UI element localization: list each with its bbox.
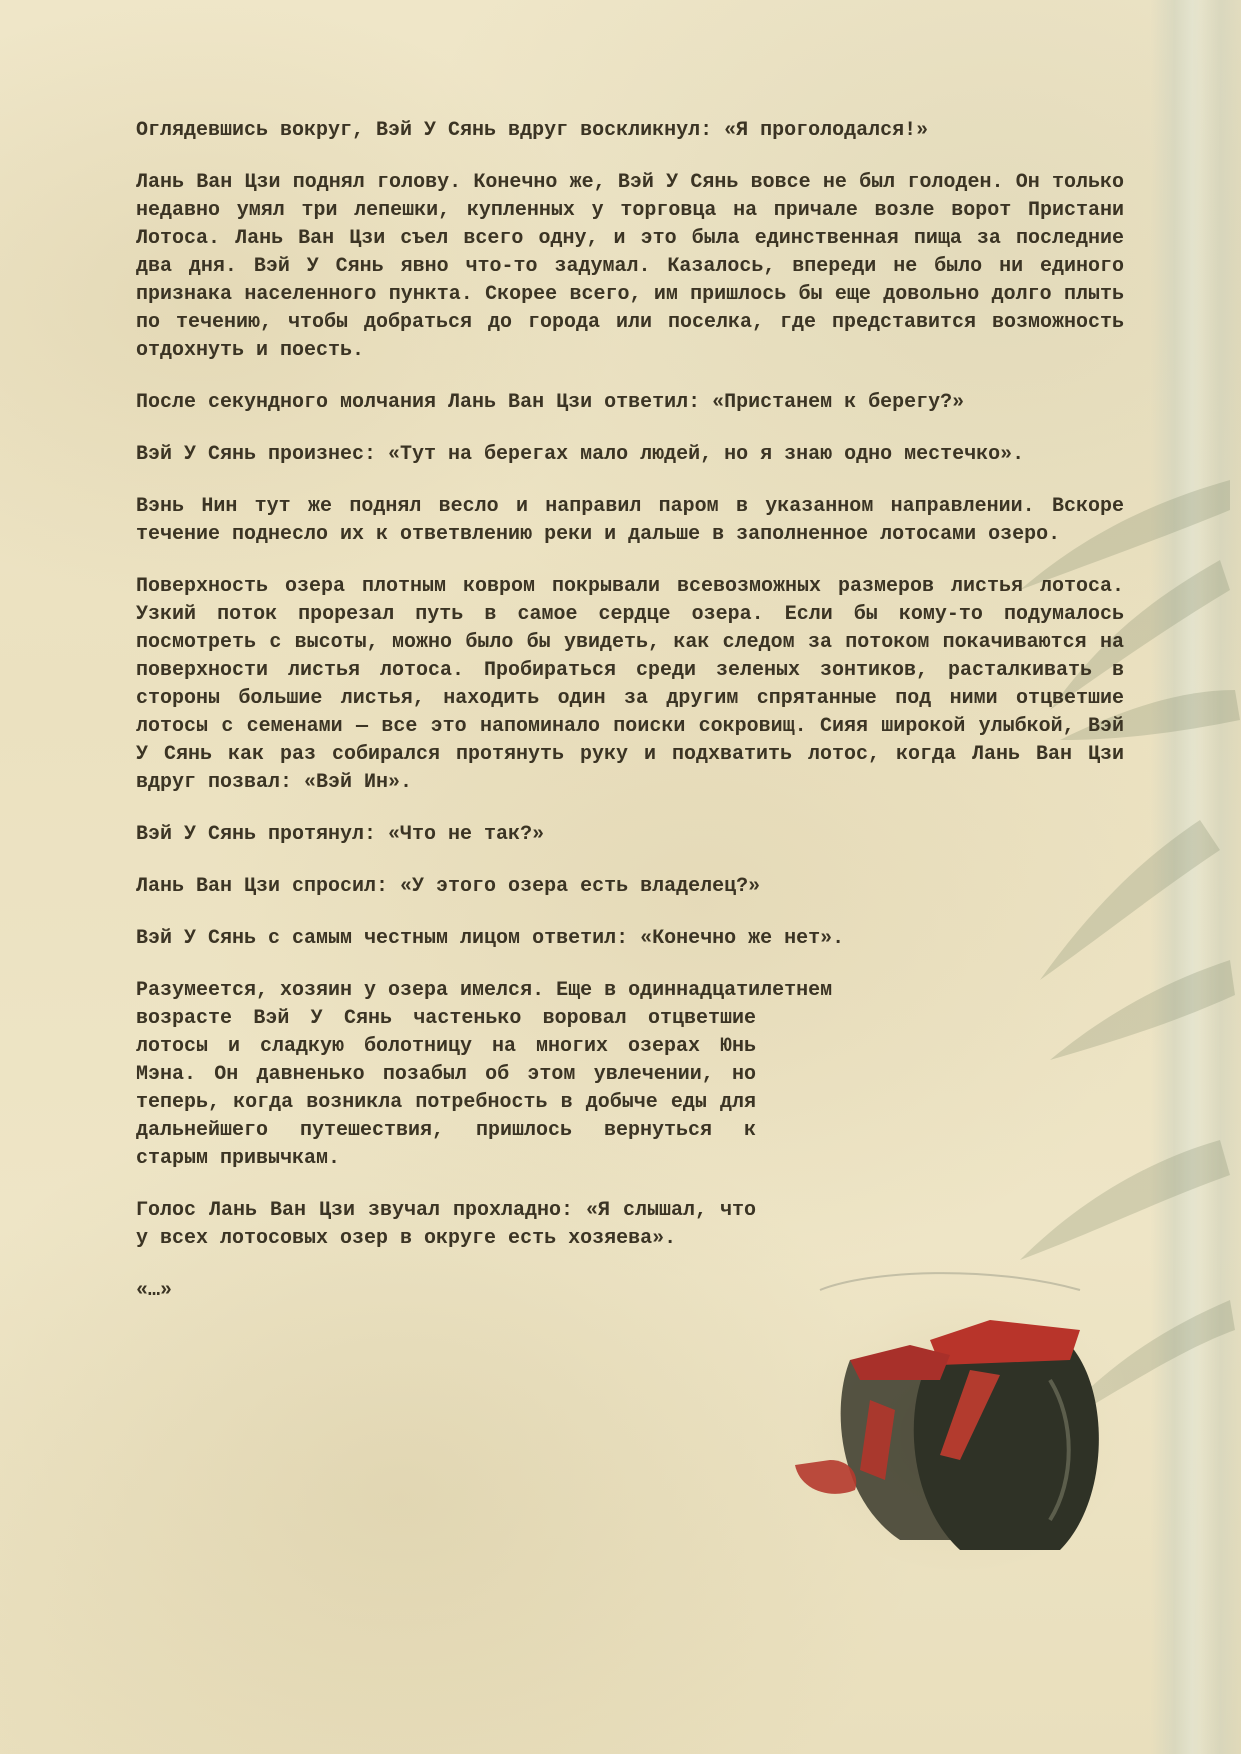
paragraph-continuation: возрасте Вэй У Сянь частенько воровал отцветшие лотосы и сладкую болотницу на многих озерах Юнь Мэна. Он давненько позабыл об этом увлечении, но теперь, когда возникла потребность в добыче еды для дальнейшего путешествия, пришлось вернуться к старым привычкам. <box>136 1007 756 1170</box>
paragraph: «…» <box>136 1279 173 1302</box>
story-text <box>136 117 1124 1329</box>
paragraph: Вэй У Сянь с самым честным лицом ответил: «Конечно же нет». <box>136 927 845 950</box>
paragraph: Лань Ван Цзи поднял голову. Конечно же, Вэй У Сянь вовсе не был голоден. Он только недавно умял три лепешки, купленных у торговца на причале возле ворот Пристани Лотоса. Лань Ван Цзи съел всего одну, и это была единственная пища за последние два дня. Вэй У Сянь явно что-то задумал. Казалось, впереди не было ни единого признака населенного пункта. Скорее всего, им пришлось бы еще довольно долго плыть по течению, чтобы добраться до города или поселка, где представится возможность отдохнуть и поесть. <box>136 171 1124 362</box>
paragraph: Вэнь Нин тут же поднял весло и направил паром в указанном направлении. Вскоре течение поднесло их к ответвлению реки и дальше в заполненное лотосами озеро. <box>136 495 1124 546</box>
wine-jar-illustration <box>790 1250 1130 1570</box>
paragraph: После секундного молчания Лань Ван Цзи ответил: «Пристанем к берегу?» <box>136 391 965 414</box>
paragraph: Оглядевшись вокруг, Вэй У Сянь вдруг воскликнул: «Я проголодался!» <box>136 119 929 142</box>
paragraph: Поверхность озера плотным ковром покрывали всевозможных размеров листья лотоса. Узкий поток прорезал путь в самое сердце озера. Если бы кому-то подумалось посмотреть с высоты, можно было бы увидеть, как следом за потоком покачиваются на поверхности листья лотоса. Пробираться среди зеленых зонтиков, расталкивать в стороны большие листья, находить один за другим спрятанные под ними отцветшие лотосы с семенами — все это напоминало поиски сокровищ. Сияя широкой улыбкой, Вэй У Сянь как раз собирался протянуть руку и подхватить лотос, когда Лань Ван Цзи вдруг позвал: «Вэй Ин». <box>136 575 1124 794</box>
paragraph: Вэй У Сянь протянул: «Что не так?» <box>136 823 545 846</box>
paragraph: Голос Лань Ван Цзи звучал прохладно: «Я слышал, что у всех лотосовых озер в округе есть хозяева». <box>136 1199 756 1250</box>
paragraph-first-line: Разумеется, хозяин у озера имелся. Еще в одиннадцатилетнем <box>136 979 833 1002</box>
paragraph: Лань Ван Цзи спросил: «У этого озера есть владелец?» <box>136 875 761 898</box>
paragraph: Вэй У Сянь произнес: «Тут на берегах мало людей, но я знаю одно местечко». <box>136 443 1025 466</box>
